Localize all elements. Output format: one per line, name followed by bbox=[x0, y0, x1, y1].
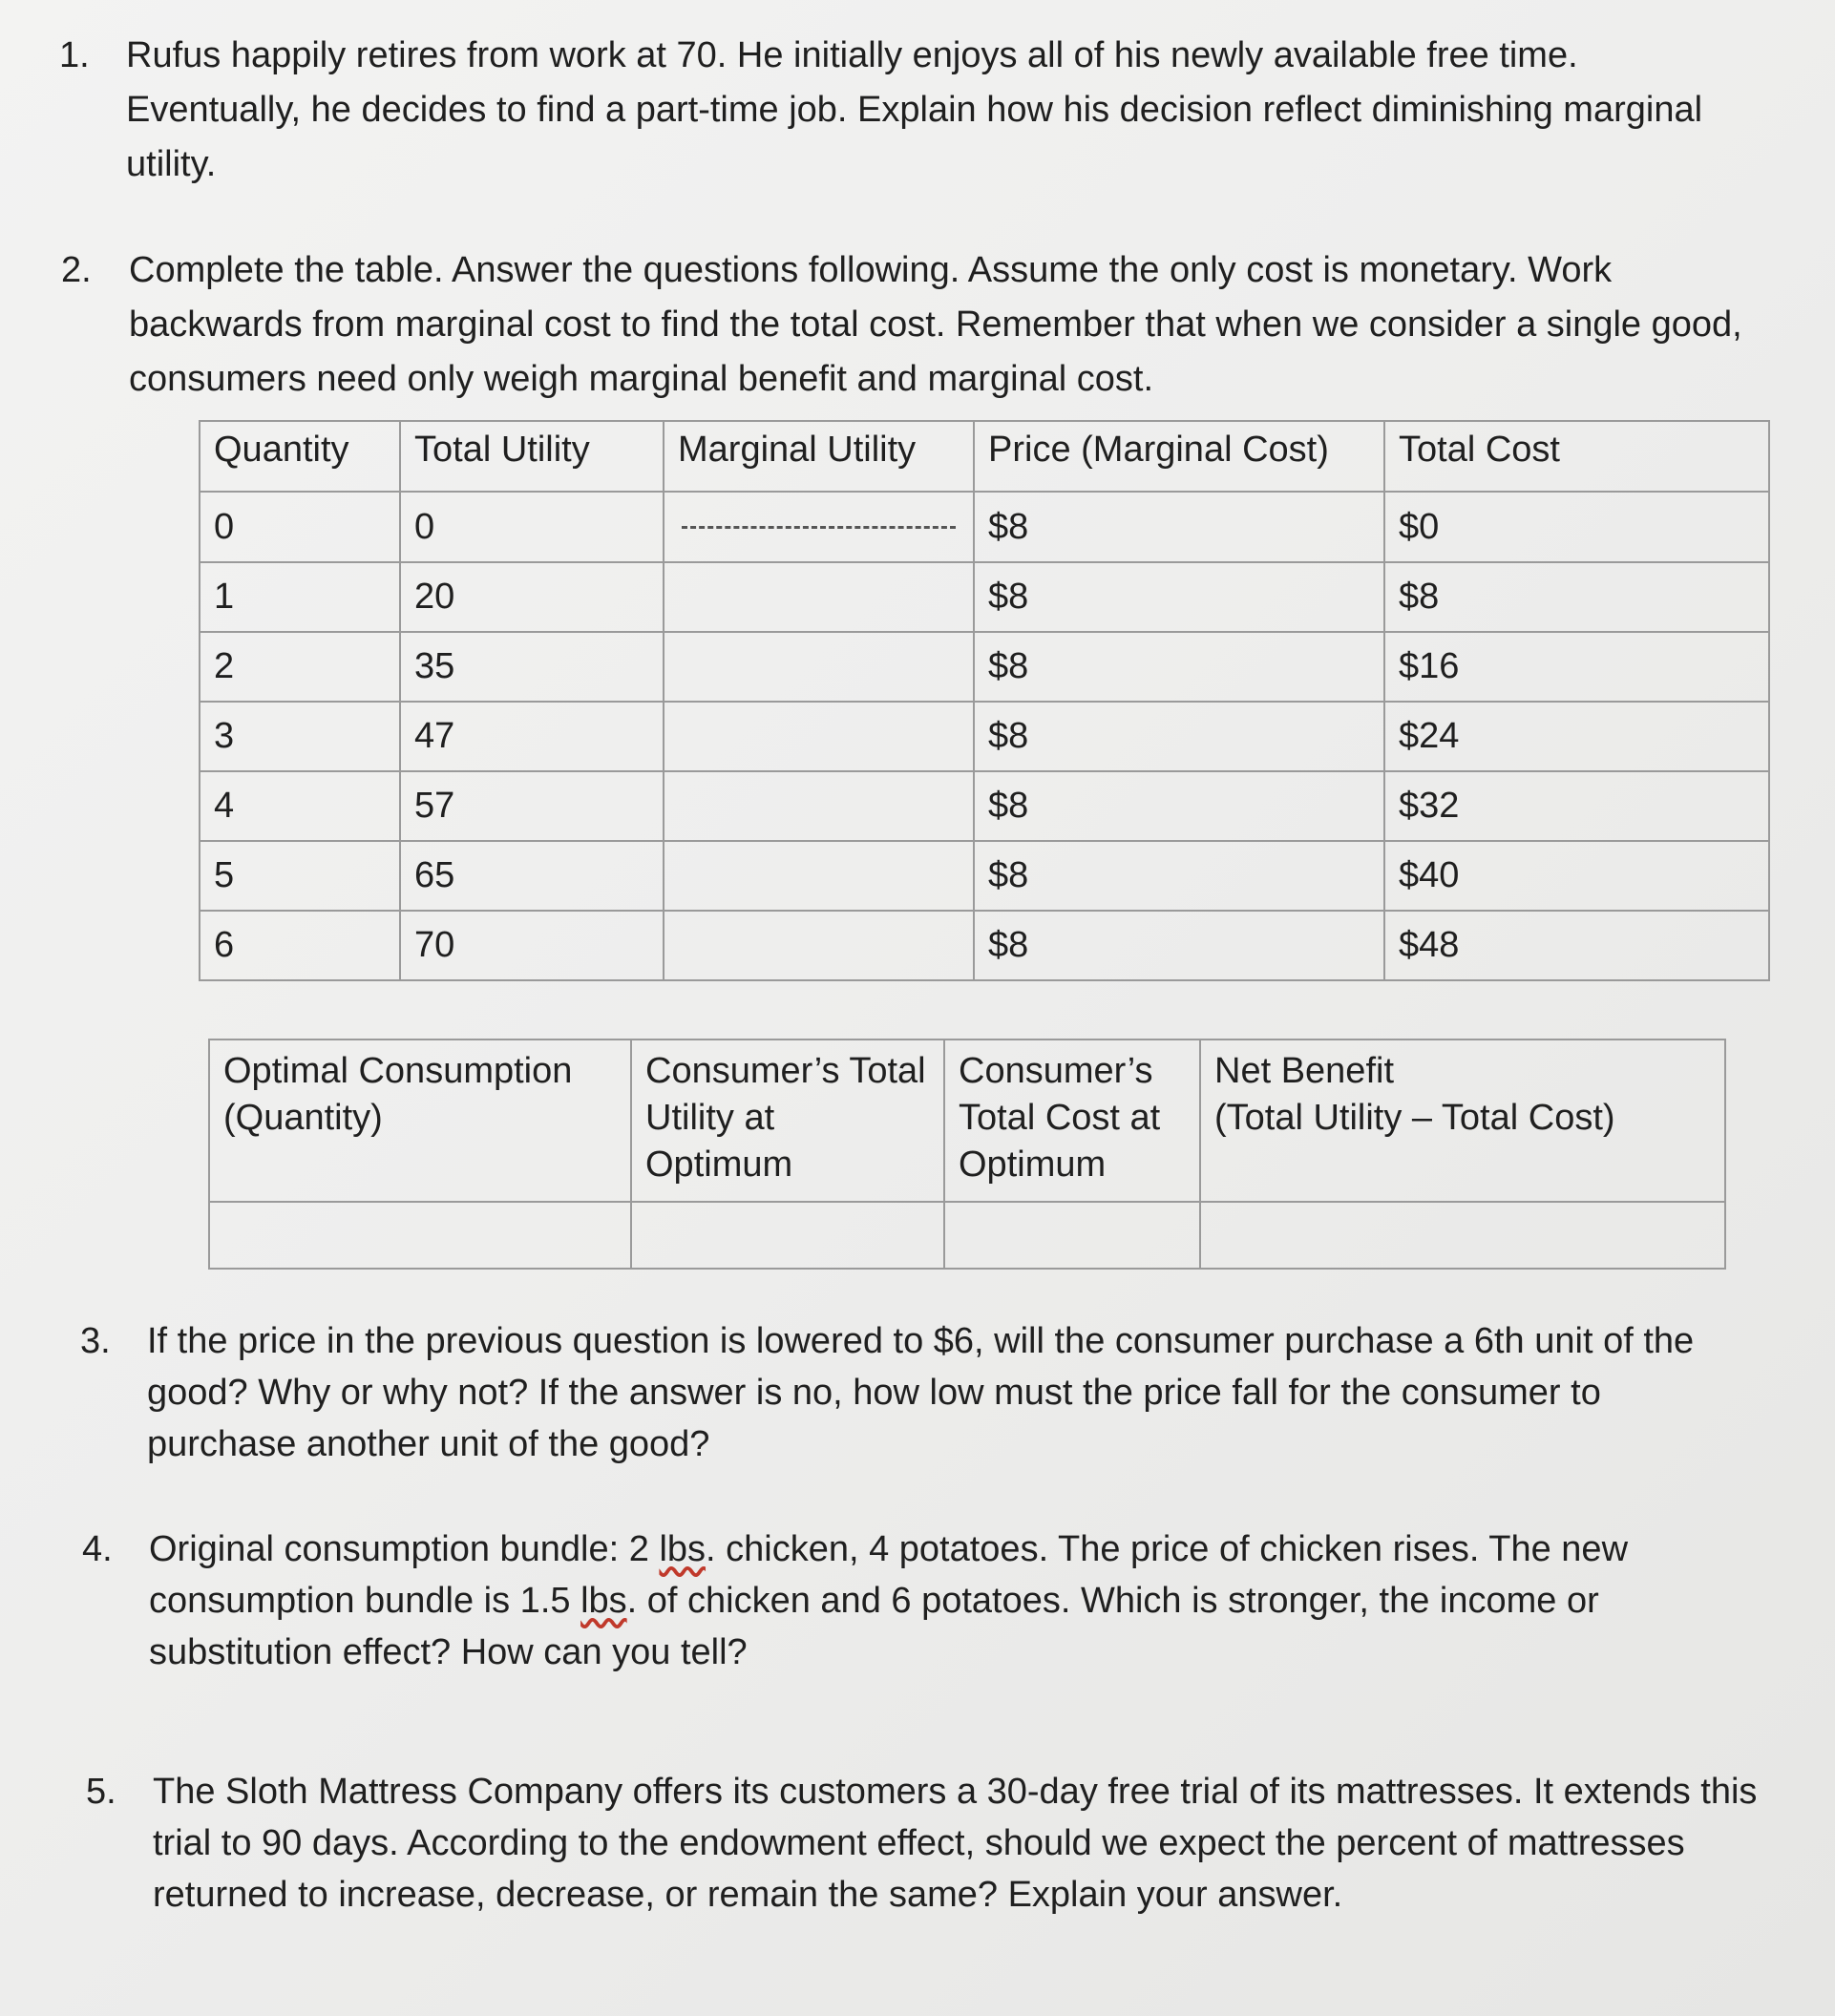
text-segment: . of chicken and 6 potatoes. Which is stronger, the income or bbox=[626, 1581, 1599, 1621]
table-cell: $32 bbox=[1384, 771, 1769, 841]
column-header bbox=[209, 1040, 631, 1202]
table-cell: 6 bbox=[200, 911, 400, 980]
table-cell: 35 bbox=[400, 632, 664, 702]
table-cell: 4 bbox=[200, 771, 400, 841]
question-text bbox=[126, 29, 1702, 192]
optimum-summary-table bbox=[208, 1039, 1726, 1270]
question-text bbox=[149, 1523, 1628, 1678]
table-cell: 20 bbox=[400, 562, 664, 632]
dashed-line bbox=[682, 526, 956, 529]
header-line: Optimum bbox=[959, 1144, 1107, 1185]
table-cell: $24 bbox=[1384, 702, 1769, 771]
table-cell: $8 bbox=[974, 492, 1384, 562]
question-line: The Sloth Mattress Company offers its customers a 30-day free trial of its mattresses. It extends this bbox=[153, 1772, 1758, 1812]
table-row bbox=[200, 632, 1769, 702]
table-header-row bbox=[200, 421, 1769, 492]
answer-cell-total-utility[interactable] bbox=[631, 1202, 944, 1269]
table-cell: 2 bbox=[200, 632, 400, 702]
table-cell: 65 bbox=[400, 841, 664, 911]
question-line: purchase another unit of the good? bbox=[147, 1424, 710, 1464]
table-row bbox=[200, 562, 1769, 632]
header-line: (Quantity) bbox=[223, 1098, 383, 1138]
question-3 bbox=[80, 1315, 1799, 1473]
table-cell: 47 bbox=[400, 702, 664, 771]
table-row bbox=[209, 1202, 1725, 1269]
table-cell: 1 bbox=[200, 562, 400, 632]
answer-cell-net-benefit[interactable] bbox=[1200, 1202, 1725, 1269]
table-cell: $8 bbox=[974, 632, 1384, 702]
answer-cell-total-cost[interactable] bbox=[944, 1202, 1200, 1269]
column-header: Marginal Utility bbox=[664, 421, 974, 492]
question-line: good? Why or why not? If the answer is no, how low must the price fall for the consumer to bbox=[147, 1373, 1601, 1413]
question-line: Rufus happily retires from work at 70. He initially enjoys all of his newly available free time. bbox=[126, 35, 1578, 75]
text-segment: . chicken, 4 potatoes. The price of chicken rises. The new bbox=[706, 1529, 1629, 1569]
table-row bbox=[200, 911, 1769, 980]
header-line: Consumer’s bbox=[959, 1051, 1153, 1091]
table-cell: $0 bbox=[1384, 492, 1769, 562]
column-header: Quantity bbox=[200, 421, 400, 492]
column-header: Total Utility bbox=[400, 421, 664, 492]
utility-table bbox=[199, 420, 1770, 981]
header-line: Net Benefit bbox=[1214, 1051, 1394, 1091]
question-line: backwards from marginal cost to find the total cost. Remember that when we consider a single good, bbox=[129, 304, 1742, 345]
table-cell-blank[interactable] bbox=[664, 841, 974, 911]
table-header-row bbox=[209, 1040, 1725, 1202]
question-2 bbox=[61, 243, 1789, 407]
question-line bbox=[149, 1523, 1628, 1575]
header-line: Optimal Consumption bbox=[223, 1051, 573, 1091]
spellcheck-word: lbs bbox=[659, 1529, 707, 1569]
header-line: (Total Utility – Total Cost) bbox=[1214, 1098, 1615, 1138]
question-line: consumers need only weigh marginal benefit and marginal cost. bbox=[129, 359, 1154, 399]
table-cell: 3 bbox=[200, 702, 400, 771]
header-line: Total Cost at bbox=[959, 1098, 1161, 1138]
question-line: trial to 90 days. According to the endowment effect, should we expect the percent of mattresses bbox=[153, 1823, 1685, 1863]
question-number: 4. bbox=[82, 1529, 113, 1569]
header-line: Utility at bbox=[645, 1098, 775, 1138]
table-cell: $8 bbox=[974, 771, 1384, 841]
question-4 bbox=[82, 1523, 1801, 1681]
table-cell-blank-dashed bbox=[664, 492, 974, 562]
table-cell: 0 bbox=[200, 492, 400, 562]
question-number: 3. bbox=[80, 1321, 111, 1361]
table-cell-blank[interactable] bbox=[664, 562, 974, 632]
text-segment: consumption bundle is 1.5 bbox=[149, 1581, 581, 1621]
table-cell-blank[interactable] bbox=[664, 771, 974, 841]
table-cell: $40 bbox=[1384, 841, 1769, 911]
question-5 bbox=[86, 1766, 1804, 1923]
question-line: If the price in the previous question is lowered to $6, will the consumer purchase a 6th unit of the bbox=[147, 1321, 1695, 1361]
table-row bbox=[200, 702, 1769, 771]
column-header bbox=[944, 1040, 1200, 1202]
column-header: Price (Marginal Cost) bbox=[974, 421, 1384, 492]
question-number: 5. bbox=[86, 1772, 116, 1812]
table-cell: $8 bbox=[974, 562, 1384, 632]
header-line: Consumer’s Total bbox=[645, 1051, 926, 1091]
table-cell-blank[interactable] bbox=[664, 632, 974, 702]
table-cell: 5 bbox=[200, 841, 400, 911]
question-text bbox=[147, 1315, 1694, 1470]
table-cell: 70 bbox=[400, 911, 664, 980]
question-number: 1. bbox=[59, 35, 90, 75]
question-line: utility. bbox=[126, 144, 217, 184]
column-header bbox=[631, 1040, 944, 1202]
spellcheck-word: lbs bbox=[580, 1581, 627, 1621]
column-header: Total Cost bbox=[1384, 421, 1769, 492]
table-row bbox=[200, 841, 1769, 911]
question-line: Eventually, he decides to find a part-time job. Explain how his decision reflect diminishing marginal bbox=[126, 90, 1703, 130]
table-cell: $8 bbox=[974, 702, 1384, 771]
table-cell: $16 bbox=[1384, 632, 1769, 702]
table-cell: 57 bbox=[400, 771, 664, 841]
question-line: Complete the table. Answer the questions following. Assume the only cost is monetary. Work bbox=[129, 250, 1613, 290]
table-cell: $48 bbox=[1384, 911, 1769, 980]
question-text bbox=[129, 243, 1742, 407]
table-cell: $8 bbox=[974, 841, 1384, 911]
text-segment: Original consumption bundle: 2 bbox=[149, 1529, 660, 1569]
table-row bbox=[200, 771, 1769, 841]
table-row bbox=[200, 492, 1769, 562]
table-cell-blank[interactable] bbox=[664, 911, 974, 980]
table-cell: $8 bbox=[1384, 562, 1769, 632]
question-1 bbox=[59, 29, 1778, 192]
column-header bbox=[1200, 1040, 1725, 1202]
question-line bbox=[149, 1575, 1628, 1627]
question-text bbox=[153, 1766, 1757, 1921]
table-cell: $8 bbox=[974, 911, 1384, 980]
question-line: returned to increase, decrease, or remain the same? Explain your answer. bbox=[153, 1875, 1343, 1915]
table-cell: 0 bbox=[400, 492, 664, 562]
table-cell-blank[interactable] bbox=[664, 702, 974, 771]
answer-cell-optimal-quantity[interactable] bbox=[209, 1202, 631, 1269]
question-number: 2. bbox=[61, 250, 92, 290]
question-line: substitution effect? How can you tell? bbox=[149, 1632, 748, 1672]
header-line: Optimum bbox=[645, 1144, 793, 1185]
